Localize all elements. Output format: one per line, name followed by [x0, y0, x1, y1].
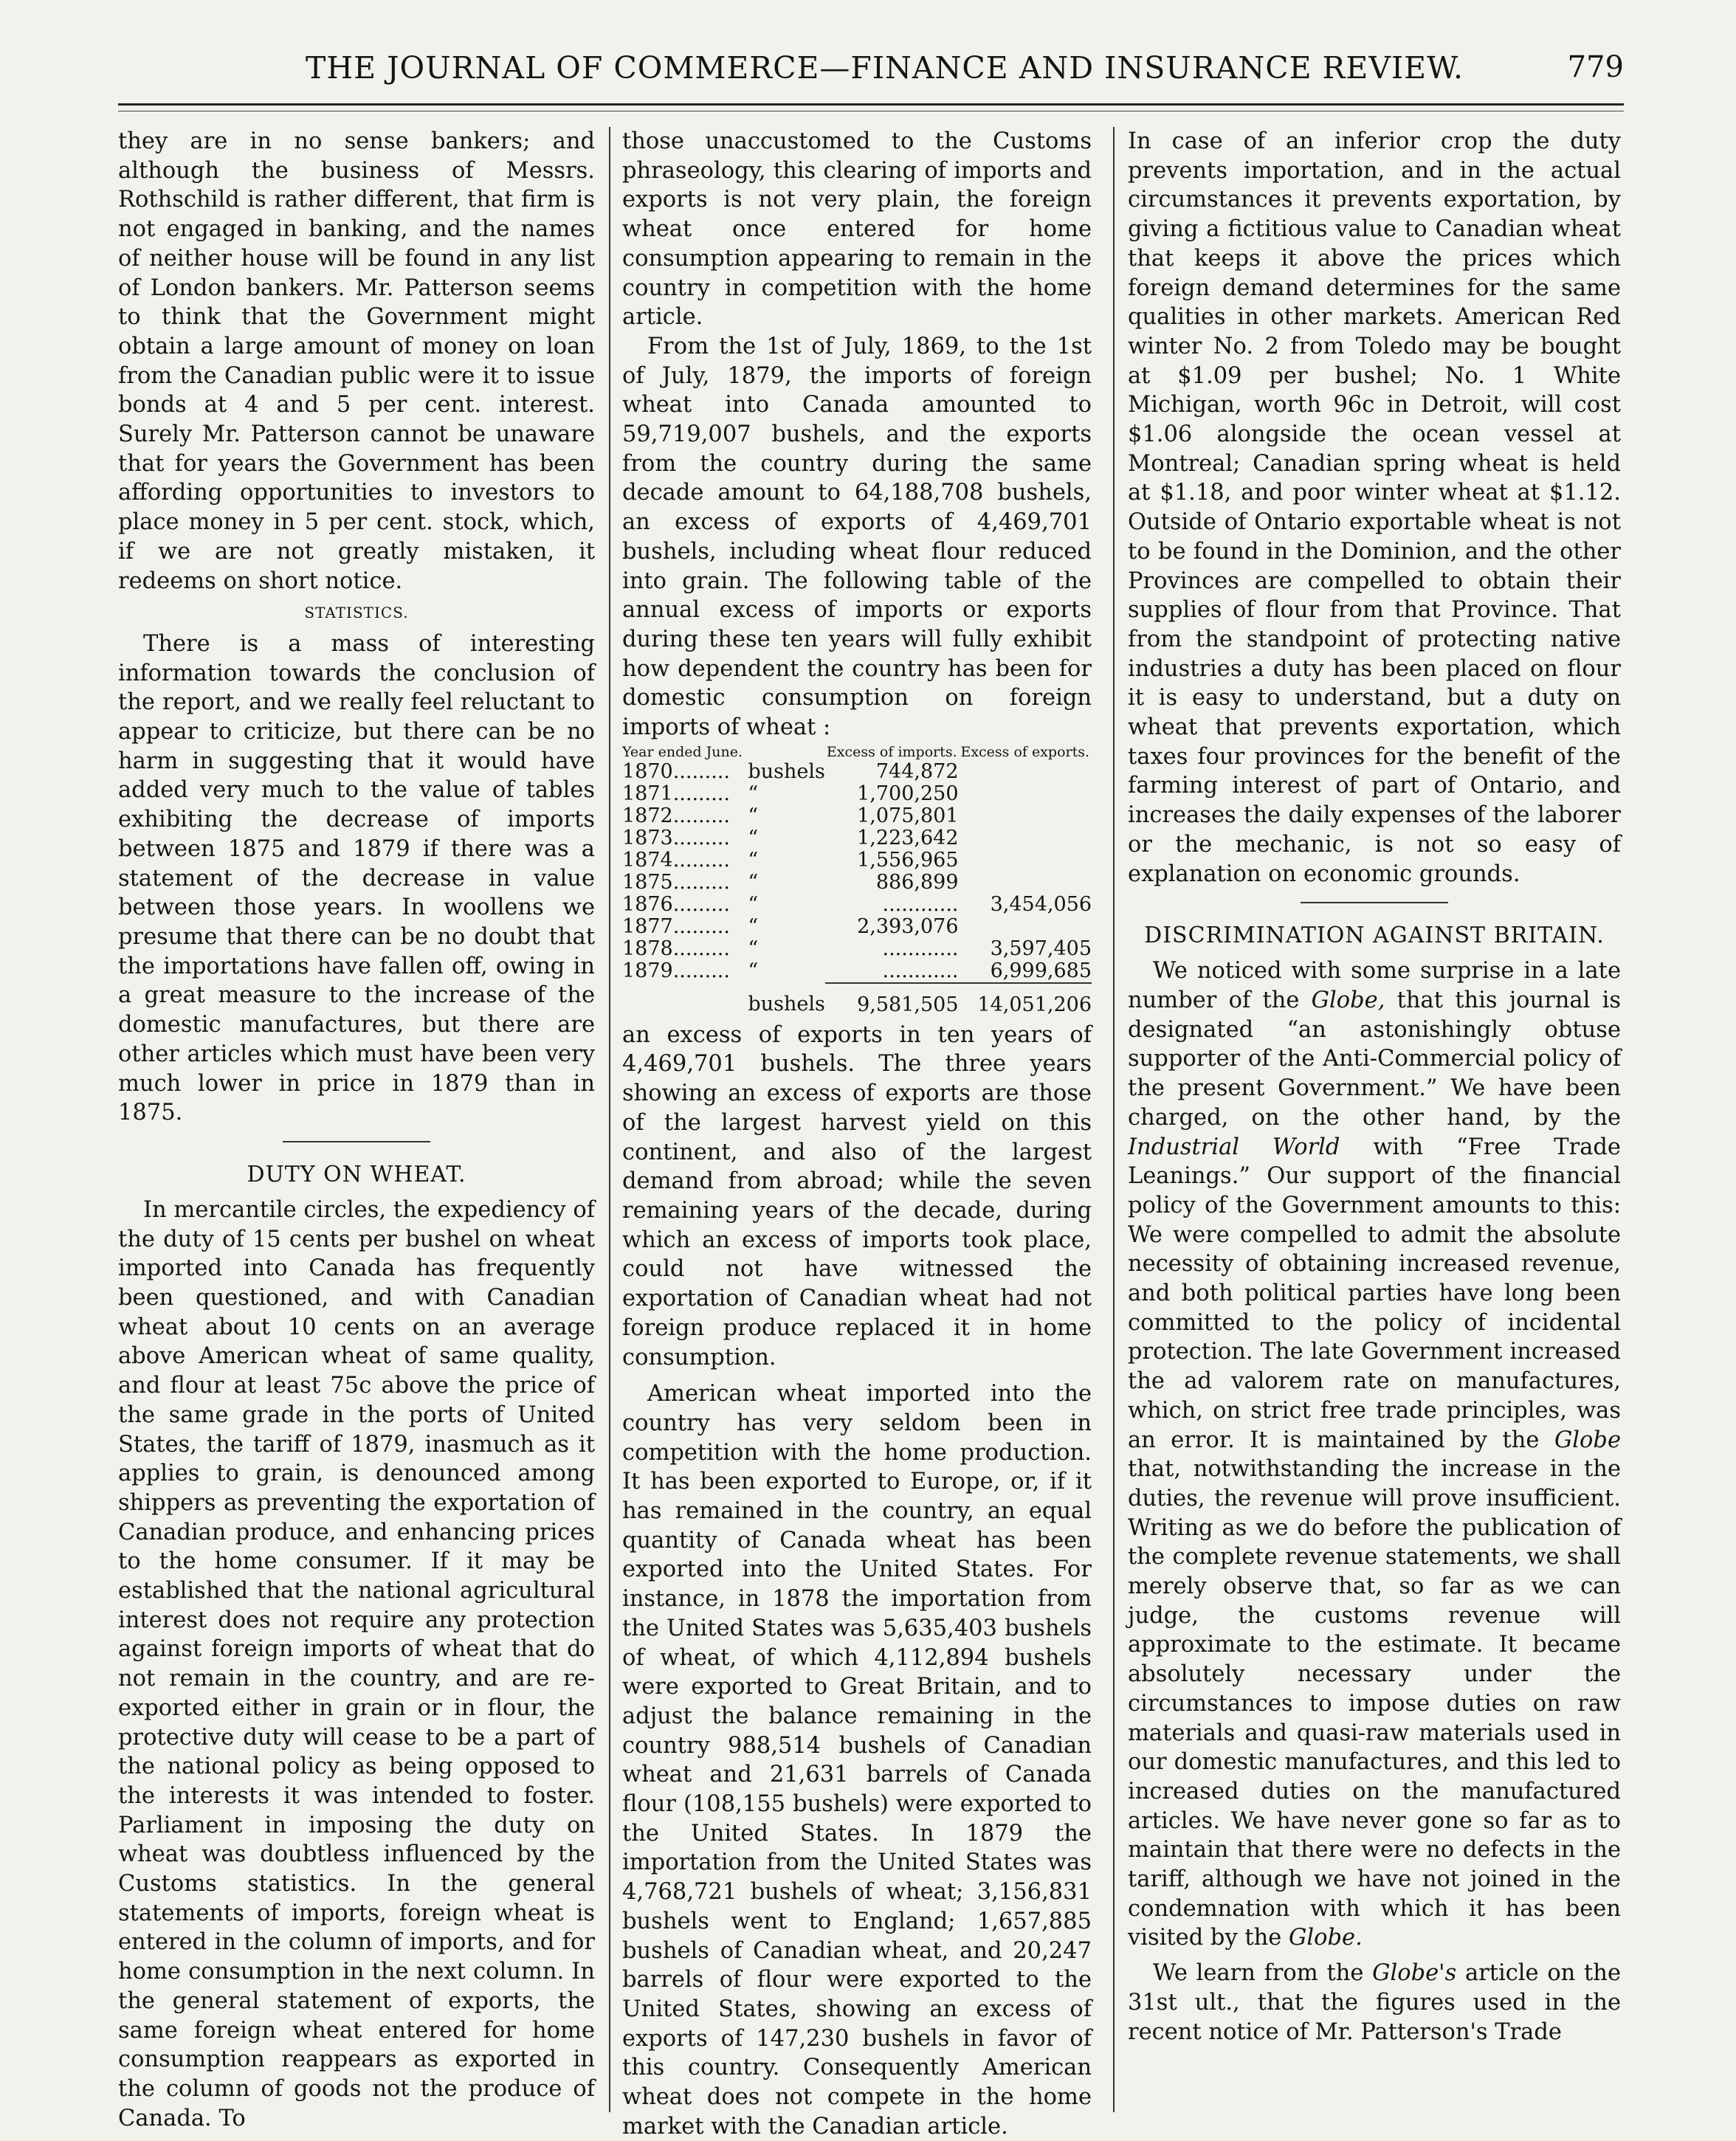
cell-exports: 3,597,405 [990, 937, 1092, 960]
cell-unit: “ [748, 914, 759, 938]
cell-year: 1870......... [622, 759, 730, 783]
paragraph: In case of an inferior crop the duty prevents importation, and in the actual circumstances it prevents exportation, by giving a fictitious value to Canadian wheat that keeps it above the prices which foreign demand determines for the same qualities in other markets. American Red winter No. 2 from Toledo may be bought at $1.09 per bushel; No. 1 White Michigan, worth 96c in Detroit, will cost $1.06 alongside the ocean vessel at Montreal; Canadian spring wheat is held at $1.18, and poor winter wheat at $1.12. Outside of Ontario exportable wheat is not to be found in the Dominion, and the other Provinces are compelled to obtain their supplies of flour from that Province. That from the standpoint of protecting native industries a duty has been placed on flour it is easy to understand, but a duty on wheat that prevents exportation, which taxes four provinces for the benefit of the farming interest of part of Ontario, and increases the daily expenses of the laborer or the mechanic, is not so easy of explanation on economic grounds. [1128, 128, 1621, 887]
page-header [111, 50, 1624, 94]
cell-imports: 744,872 [875, 759, 959, 783]
table-row [622, 872, 1092, 894]
journal-title: THE JOURNAL OF COMMERCE—FINANCE AND INSURANCE REVIEW. [306, 50, 1464, 86]
paragraph: We learn from the Globe's article on the 31st ult., that the figures used in the recent notice of Mr. Patterson's Trade [1128, 1960, 1622, 2045]
paragraph: those unaccustomed to the Customs phraseology, this clearing of imports and exports is not very plain, the foreign wheat once entered for home consumption appearing to remain in the country in competition with the home article. [622, 128, 1092, 331]
cell-unit: “ [748, 782, 759, 805]
col-header-year: Year ended June. [622, 743, 743, 760]
cell-exports: 3,454,056 [990, 892, 1092, 916]
cell-exports [959, 849, 1092, 872]
cell-exports [959, 783, 1092, 805]
cell-exports [959, 805, 1092, 827]
paragraph: American wheat imported into the country has very seldom been in competition with the home production. It has been exported to Europe, or, if it has remained in the country, an equal quantity of Canada wheat has been exported into the United States. For instance, in 1878 the importation from the United States was 5,635,403 bushels of wheat, of which 4,112,894 bushels were exported to Great Britain, and to adjust the balance remaining in the country 988,514 bushels of Canadian wheat and 21,631 barrels of Canada flour (108,155 bushels) were exported to the United States. In 1879 the importation from the United States was 4,768,721 bushels of wheat; 3,156,831 bushels went to England; 1,657,885 bushels of Canadian wheat, and 20,247 barrels of flour were exported to the United States, showing an excess of exports of 147,230 bushels in favor of this country. Consequently American wheat does not compete in the home market with the Canadian article. [622, 1381, 1092, 2140]
column-divider [609, 127, 610, 2112]
cell-year: 1874......... [622, 848, 730, 872]
table-row [622, 783, 1092, 805]
table-row [622, 827, 1092, 849]
page-number: 779 [1567, 50, 1624, 84]
paragraph: In mercantile circles, the expediency of the duty of 15 cents per bushel on wheat imported into Canada has frequently been questioned, and with Canadian wheat about 10 cents on an average above American wheat of same quality, and flour at least 75c above the price of the same grade in the ports of United States, the tariff of 1879, inasmuch as it applies to grain, is denounced among shippers as preventing the exportation of Canadian produce, and enhancing prices to the home consumer. If it may be established that the national agricultural interest does not require any protection against foreign imports of wheat that do not remain in the country, and are re-exported either in grain or in flour, the protective duty will cease to be a part of the national policy as being opposed to the interests it was intended to foster. Parliament in imposing the duty on wheat was doubtless influenced by the Customs statistics. In the general statements of imports, foreign wheat is entered in the column of imports, and for home consumption in the next column. In the general statement of exports, the same foreign wheat entered for home consumption reappears as exported in the column of goods not the produce of Canada. To [118, 1196, 595, 2131]
cell-unit: “ [748, 848, 759, 872]
header-rule [118, 103, 1624, 106]
cell-unit: “ [748, 826, 759, 849]
cell-year: 1877......... [622, 914, 730, 938]
table-row [622, 761, 1092, 783]
cell-exports [959, 827, 1092, 849]
cell-exports: 6,999,685 [990, 959, 1092, 982]
wheat-excess-table [622, 744, 1092, 1016]
cell-imports: ............ [882, 892, 959, 916]
cell-imports: 2,393,076 [857, 914, 959, 938]
globe-italic: Globe. [1289, 1925, 1363, 1951]
cell-exports [959, 916, 1092, 938]
paragraph: We noticed with some surprise in a late number of the Globe, that this journal is designated “an astonishingly obtuse supporter of the Anti-Commercial policy of the present Government.” We have been charged, on the other hand, by the Industrial World with “Free Trade Leanings.” Our support of the financial policy of the Government amounts to this: We were compelled to admit the absolute necessity of obtaining increased revenue, and both political parties have long been committed to the policy of incidental protection. The late Government increased the ad valorem rate on manufactures, which, on strict free trade principles, was an error. It is maintained by the Globe that, notwithstanding the increase in the duties, the revenue will prove insufficient. Writing as we do before the publication of the complete revenue statements, we shall merely observe that, so far as we can judge, the customs revenue will approximate to the estimate. It became absolutely necessary under the circumstances to impose duties on raw materials and quasi-raw materials used in our domestic manufactures, and this led to increased duties on the manufactured articles. We have never gone so far as to maintain that there were no defects in the tariff, although we have not joined in the condemnation with which it has been visited by the Globe. [1128, 958, 1621, 1951]
cell-imports: 886,899 [875, 870, 959, 894]
table-row [622, 849, 1092, 872]
cell-imports: 1,223,642 [857, 826, 959, 849]
table-row [622, 960, 1092, 983]
cell-unit: bushels [748, 759, 825, 783]
cell-year: 1873......... [622, 826, 730, 849]
cell-year: 1876......... [622, 892, 730, 916]
cell-unit: “ [748, 937, 759, 960]
section-heading-statistics: STATISTICS. [304, 604, 409, 622]
table-row [622, 805, 1092, 827]
total-unit: bushels [748, 993, 825, 1016]
industrial-world-italic: Industrial World [1128, 1134, 1340, 1160]
table-row [622, 916, 1092, 938]
cell-exports [959, 872, 1092, 894]
column-2 [622, 127, 1092, 2141]
cell-year: 1872......... [622, 804, 730, 827]
globe-italic: Globe, [1311, 987, 1385, 1013]
section-heading-duty-on-wheat: DUTY ON WHEAT. [247, 1161, 466, 1187]
table-row [622, 938, 1092, 960]
column-3 [1128, 127, 1621, 2047]
table-body [622, 761, 1092, 983]
table-row [622, 894, 1092, 916]
paragraph: From the 1st of July, 1869, to the 1st of July, 1879, the imports of foreign wheat into Canada amounted to 59,719,007 bushels, and the exports from the country during the same decade amount to 64,188,708 bushels, an excess of exports of 4,469,701 bushels, including wheat flour reduced into grain. The following table of the annual excess of imports or exports during these ten years will fully exhibit how dependent the country has been for domestic consumption on foreign imports of wheat : [622, 333, 1092, 741]
cell-imports: 1,700,250 [857, 782, 959, 805]
section-rule [1301, 902, 1448, 903]
total-imports: 9,581,505 [825, 983, 958, 1016]
cell-unit: “ [748, 959, 759, 983]
globe-italic: Globe [1554, 1427, 1621, 1453]
cell-unit: “ [748, 892, 759, 916]
section-rule [283, 1141, 430, 1142]
cell-year: 1878......... [622, 937, 730, 960]
col-header-exports: Excess of exports. [960, 743, 1090, 760]
table-total-row [622, 983, 1092, 1016]
cell-year: 1871......... [622, 782, 730, 805]
total-exports: 14,051,206 [959, 983, 1092, 1016]
cell-imports: 1,075,801 [857, 804, 959, 827]
globe-italic: Globe's [1372, 1960, 1457, 1987]
column-1 [118, 127, 595, 2133]
cell-unit: “ [748, 804, 759, 827]
paragraph: an excess of exports in ten years of 4,469,701 bushels. The three years showing an excess of exports are those of the largest harvest yield on this continent, and also of the largest demand from abroad; while the seven remaining years of the decade, during which an excess of imports took place, could not have witnessed the exportation of Canadian wheat had not foreign produce replaced it in home consumption. [622, 1021, 1092, 1371]
paragraph: There is a mass of interesting information towards the conclusion of the report, and we really feel reluctant to appear to criticize, but there can be no harm in suggesting that it would have added very much to the value of tables exhibiting the decrease of imports between 1875 and 1879 if there was a statement of the decrease in value between those years. In woollens we presume that there can be no doubt that the importations have fallen off, owing in a great measure to the increase of the domestic manufactures, but there are other articles which must have been very much lower in price in 1879 than in 1875. [118, 630, 595, 1126]
col-header-imports: Excess of imports. [826, 743, 957, 760]
cell-exports [959, 761, 1092, 783]
cell-year: 1875......... [622, 870, 730, 894]
section-heading-discrimination: DISCRIMINATION AGAINST BRITAIN. [1144, 923, 1605, 949]
cell-imports: 1,556,965 [857, 848, 959, 872]
cell-imports: ............ [882, 937, 959, 960]
column-divider [1113, 127, 1115, 2112]
paragraph: they are in no sense bankers; and although the business of Messrs. Rothschild is rather different, that firm is not engaged in banking, and the names of neither house will be found in any list of London bankers. Mr. Patterson seems to think that the Government might obtain a large amount of money on loan from the Canadian public were it to issue bonds at 4 and 5 per cent. interest. Surely Mr. Patterson cannot be unaware that for years the Government has been affording opportunities to investors to place money in 5 per cent. stock, which, if we are not greatly mistaken, it redeems on short notice. [118, 128, 595, 594]
cell-imports: ............ [882, 959, 959, 982]
cell-unit: “ [748, 870, 759, 894]
cell-year: 1879......... [622, 959, 730, 983]
